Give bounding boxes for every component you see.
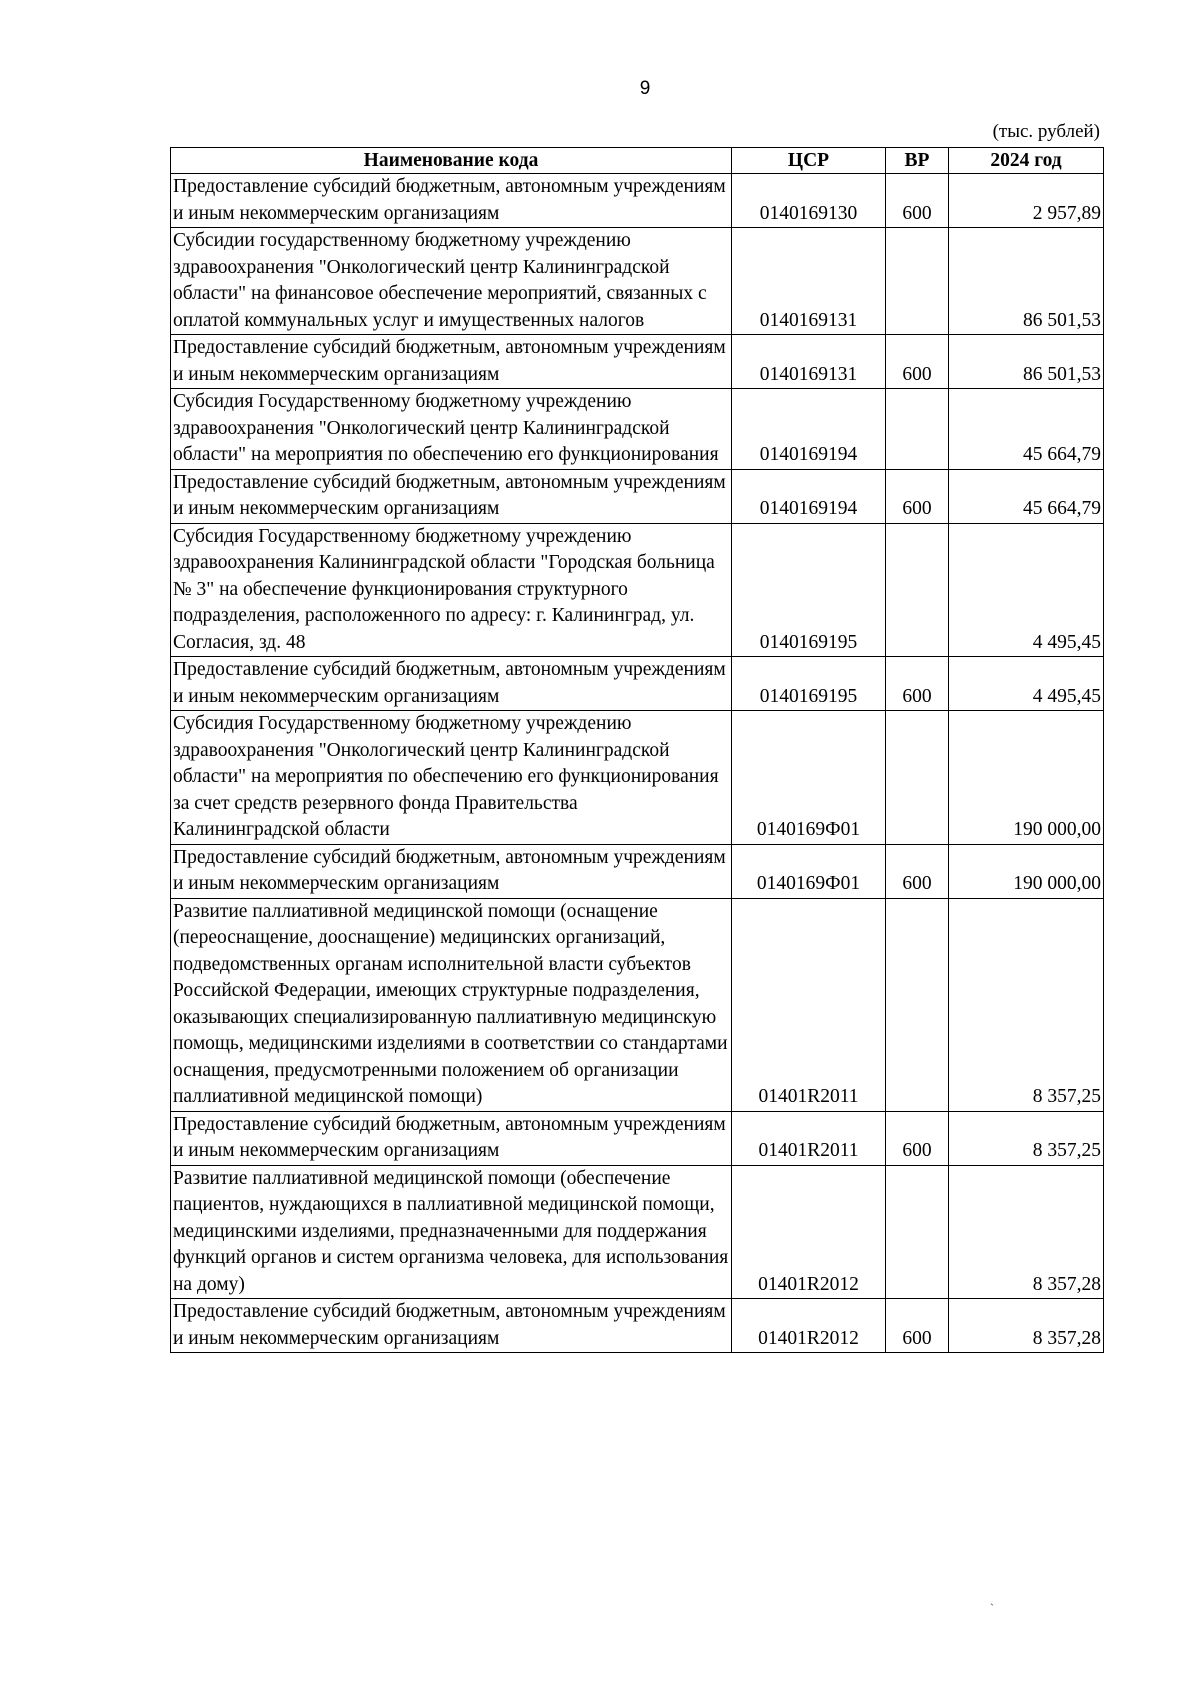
header-vr: ВР [886, 148, 949, 174]
row-name: Субсидия Государственному бюджетному учреждению здравоохранения "Онкологический центр Калининградской области" на мероприятия по обеспечению его функционирования за счет средств резервного фонда Правительства Калининградской области [171, 711, 732, 845]
row-name: Предоставление субсидий бюджетным, автономным учреждениям и иным некоммерческим организациям [171, 335, 732, 389]
table-row [171, 657, 1104, 711]
row-amount: 8 357,28 [949, 1165, 1104, 1299]
row-name: Развитие паллиативной медицинской помощи (оснащение (переоснащение, дооснащение) медицинских организаций, подведомственных органам исполнительной власти субъектов Российской Федерации, имеющих структурные подразделения, оказывающих специализированную паллиативную медицинскую помощь, медицинскими изделиями в соответствии со стандартами оснащения, предусмотренными положением об организации паллиативной медицинской помощи) [171, 898, 732, 1111]
table-row [171, 469, 1104, 523]
row-vr: 600 [886, 1299, 949, 1353]
row-vr [886, 1165, 949, 1299]
row-name: Предоставление субсидий бюджетным, автономным учреждениям и иным некоммерческим организациям [171, 844, 732, 898]
row-amount: 4 495,45 [949, 657, 1104, 711]
row-amount: 45 664,79 [949, 389, 1104, 470]
scan-speck-mark: ˏ [990, 1592, 994, 1606]
row-amount: 45 664,79 [949, 469, 1104, 523]
table-row [171, 228, 1104, 335]
row-vr [886, 228, 949, 335]
row-vr: 600 [886, 844, 949, 898]
table-row [171, 1165, 1104, 1299]
row-csr: 0140169131 [732, 335, 886, 389]
row-amount: 86 501,53 [949, 335, 1104, 389]
row-name: Предоставление субсидий бюджетным, автономным учреждениям и иным некоммерческим организациям [171, 1111, 732, 1165]
row-csr: 0140169194 [732, 389, 886, 470]
row-amount: 4 495,45 [949, 523, 1104, 657]
row-amount: 8 357,28 [949, 1299, 1104, 1353]
row-csr: 0140169194 [732, 469, 886, 523]
row-csr: 0140169130 [732, 174, 886, 228]
budget-table [170, 147, 1104, 1353]
table-row [171, 389, 1104, 470]
row-vr [886, 389, 949, 470]
header-year: 2024 год [949, 148, 1104, 174]
header-csr: ЦСР [732, 148, 886, 174]
row-amount: 2 957,89 [949, 174, 1104, 228]
row-vr: 600 [886, 335, 949, 389]
row-name: Развитие паллиативной медицинской помощи (обеспечение пациентов, нуждающихся в паллиативной медицинской помощи, медицинскими изделиями, предназначенными для поддержания функций органов и систем организма человека, для использования на дому) [171, 1165, 732, 1299]
row-csr: 01401R2011 [732, 1111, 886, 1165]
row-name: Субсидия Государственному бюджетному учреждению здравоохранения Калининградской области "Городская больница № 3" на обеспечение функционирования структурного подразделения, расположенного по адресу: г. Калининград, ул. Согласия, зд. 48 [171, 523, 732, 657]
row-vr: 600 [886, 469, 949, 523]
row-name: Субсидии государственному бюджетному учреждению здравоохранения "Онкологический центр Калининградской области" на финансовое обеспечение мероприятий, связанных с оплатой коммунальных услуг и имущественных налогов [171, 228, 732, 335]
row-csr: 0140169195 [732, 657, 886, 711]
row-name: Субсидия Государственному бюджетному учреждению здравоохранения "Онкологический центр Калининградской области" на мероприятия по обеспечению его функционирования [171, 389, 732, 470]
row-name: Предоставление субсидий бюджетным, автономным учреждениям и иным некоммерческим организациям [171, 1299, 732, 1353]
row-amount: 190 000,00 [949, 711, 1104, 845]
table-row [171, 898, 1104, 1111]
header-name: Наименование кода [171, 148, 732, 174]
row-amount: 86 501,53 [949, 228, 1104, 335]
row-name: Предоставление субсидий бюджетным, автономным учреждениям и иным некоммерческим организациям [171, 469, 732, 523]
row-csr: 0140169Ф01 [732, 844, 886, 898]
units-label: (тыс. рублей) [992, 121, 1100, 142]
row-vr: 600 [886, 1111, 949, 1165]
row-amount: 8 357,25 [949, 1111, 1104, 1165]
row-csr: 0140169Ф01 [732, 711, 886, 845]
row-csr: 0140169131 [732, 228, 886, 335]
row-amount: 8 357,25 [949, 898, 1104, 1111]
row-csr: 01401R2011 [732, 898, 886, 1111]
row-vr [886, 711, 949, 845]
row-name: Предоставление субсидий бюджетным, автономным учреждениям и иным некоммерческим организациям [171, 174, 732, 228]
table-row [171, 335, 1104, 389]
row-vr: 600 [886, 174, 949, 228]
table-row [171, 711, 1104, 845]
row-csr: 0140169195 [732, 523, 886, 657]
row-amount: 190 000,00 [949, 844, 1104, 898]
row-vr [886, 523, 949, 657]
page-number: 9 [639, 78, 651, 99]
table-row [171, 523, 1104, 657]
table-row [171, 174, 1104, 228]
row-csr: 01401R2012 [732, 1165, 886, 1299]
row-vr [886, 898, 949, 1111]
table-row [171, 1299, 1104, 1353]
row-vr: 600 [886, 657, 949, 711]
row-name: Предоставление субсидий бюджетным, автономным учреждениям и иным некоммерческим организациям [171, 657, 732, 711]
table-header-row [171, 148, 1104, 174]
row-csr: 01401R2012 [732, 1299, 886, 1353]
table-row [171, 844, 1104, 898]
table-row [171, 1111, 1104, 1165]
